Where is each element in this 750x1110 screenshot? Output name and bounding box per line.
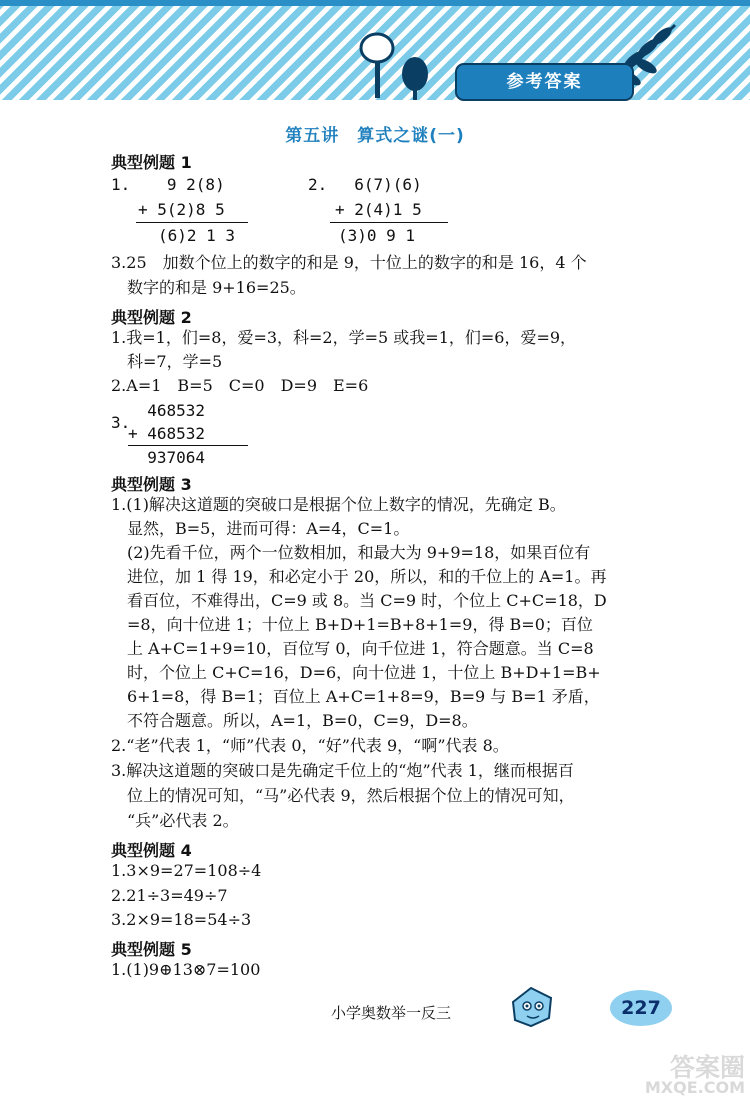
header-top-bar xyxy=(0,0,750,6)
problem-number: 3. xyxy=(111,413,131,432)
addend-top: 6(7)(6) xyxy=(335,175,422,194)
text-line: 上 A+C=1+9=10，百位写 0，向千位进 1，符合题意。当 C=8 xyxy=(127,639,594,658)
watermark-line: 答案圈 xyxy=(669,1053,745,1082)
text-line: 时，个位上 C+C=16，D=6，向十位进 1，十位上 B+D+1=B+ xyxy=(127,663,601,682)
sum-result: 937064 xyxy=(128,448,206,467)
sum-result: (3)0 9 1 xyxy=(338,226,416,245)
addend-bottom: + 468532 xyxy=(128,424,206,443)
sum-line xyxy=(136,222,248,223)
text-line: 显然，B=5，进而可得：A=4，C=1。 xyxy=(127,519,410,538)
text-line: 科=7，学=5 xyxy=(127,352,223,371)
text-line: 1.(1)9⊕13⊗7=100 xyxy=(111,960,261,979)
problem-number: 2. xyxy=(308,175,328,194)
sum-line xyxy=(128,445,248,446)
section-heading: 典型例题 3 xyxy=(111,475,192,494)
addend-top: 9 2(8) xyxy=(138,175,225,194)
text-line: 1.(1)解决这道题的突破口是根据个位上数字的情况，先确定 B。 xyxy=(111,495,566,514)
problem-number: 1. xyxy=(111,175,131,194)
text-line: 3.解决这道题的突破口是先确定千位上的“炮”代表 1，继而根据百 xyxy=(111,761,574,780)
sum-result: (6)2 1 3 xyxy=(158,226,236,245)
text-line: 看百位，不难得出，C=9 或 8。当 C=9 时，个位上 C+C=18，D xyxy=(127,591,607,610)
answer-tab: 参考答案 xyxy=(455,63,634,101)
text-line: 数字的和是 9+16=25。 xyxy=(127,278,306,297)
text-line: 1.3×9=27=108÷4 xyxy=(111,861,262,880)
text-line: (2)先看千位，两个一位数相加，和最大为 9+9=18，如果百位有 xyxy=(127,543,591,562)
text-line: 2.21÷3=49÷7 xyxy=(111,886,228,905)
text-line: 不符合题意。所以，A=1，B=0，C=9，D=8。 xyxy=(127,711,478,730)
text-line: 6+1=8，得 B=1；百位上 A+C=1+8=9，B=9 与 B=1 矛盾， xyxy=(127,687,600,706)
page-number: 227 xyxy=(610,990,672,1026)
book-title: 小学奥数举一反三 xyxy=(331,1004,452,1022)
addend-top: 468532 xyxy=(128,401,206,420)
text-line: 2.A=1 B=5 C=0 D=9 E=6 xyxy=(111,376,369,395)
text-line: 2.“老”代表 1，“师”代表 0，“好”代表 9，“啊”代表 8。 xyxy=(111,736,509,755)
text-line: 1.我=1，们=8，爱=3，科=2，学=5 或我=1，们=6，爱=9， xyxy=(111,328,577,347)
section-heading: 典型例题 5 xyxy=(111,940,192,959)
cartoon-mascot-icon xyxy=(505,982,557,1030)
text-line: =8，向十位进 1；十位上 B+D+1=B+8+1=9，得 B=0；百位 xyxy=(127,615,593,634)
watermark xyxy=(615,1053,745,1106)
text-line: 3.25 加数个位上的数字的和是 9，十位上的数字的和是 16，4 个 xyxy=(111,253,587,272)
addend-bottom: + 5(2)8 5 xyxy=(138,200,225,219)
section-heading: 典型例题 1 xyxy=(111,153,192,172)
tree-illustration xyxy=(345,28,435,100)
text-line: “兵”必代表 2。 xyxy=(127,811,239,830)
addend-bottom: + 2(4)1 5 xyxy=(335,200,422,219)
text-line: 位上的情况可知，“马”必代表 9，然后根据个位上的情况可知， xyxy=(127,786,575,805)
page-title: 第五讲 算式之谜(一) xyxy=(285,126,465,146)
section-heading: 典型例题 2 xyxy=(111,308,192,327)
text-line: 3.2×9=18=54÷3 xyxy=(111,910,252,929)
section-heading: 典型例题 4 xyxy=(111,841,192,860)
text-line: 进位，加 1 得 19，和必定小于 20，所以，和的千位上的 A=1。再 xyxy=(127,567,607,586)
watermark-line: MXQE.COM xyxy=(644,1078,745,1097)
sum-line xyxy=(330,222,448,223)
